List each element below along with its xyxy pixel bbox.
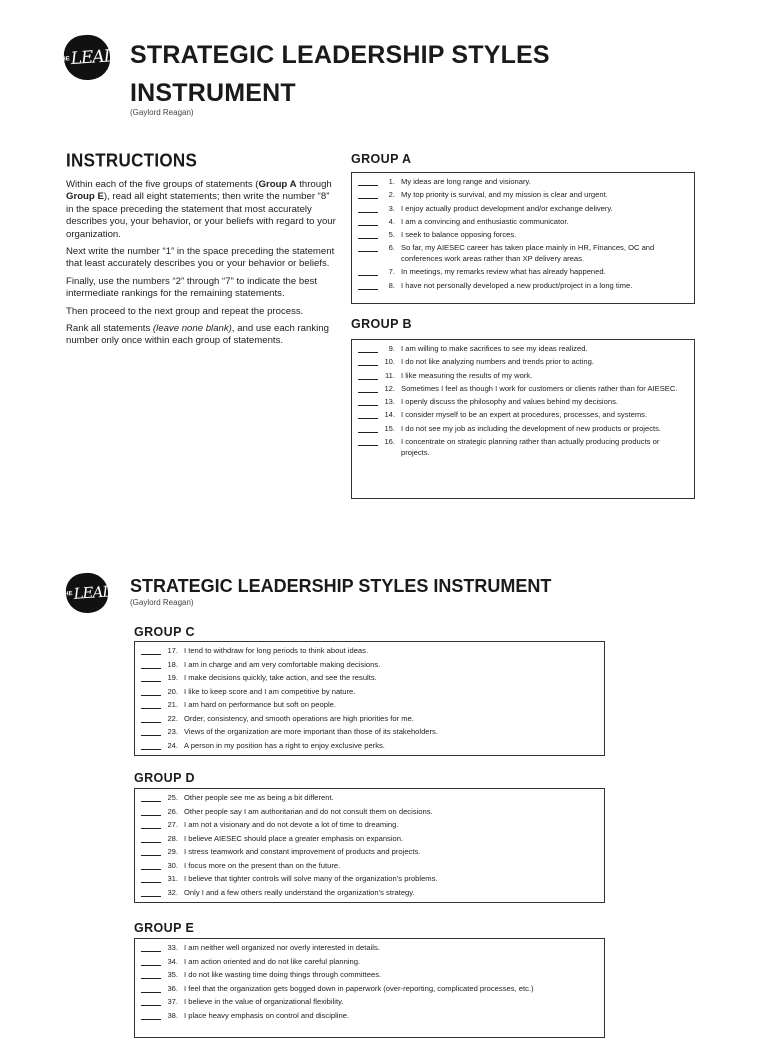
statement-text: Other people see me as being a bit different. xyxy=(184,793,334,802)
statement-number: 12. xyxy=(384,383,395,393)
statement-row xyxy=(141,807,598,818)
instructions-body xyxy=(66,179,336,353)
rank-blank-field[interactable] xyxy=(141,957,161,966)
rank-blank-field[interactable] xyxy=(358,204,378,213)
rank-blank-field[interactable] xyxy=(141,970,161,979)
statement-row xyxy=(141,888,598,899)
author-credit: (Gaylord Reagan) xyxy=(130,598,194,607)
group-e-box xyxy=(134,938,605,1038)
statement-number: 16. xyxy=(384,437,395,447)
statement-number: 8. xyxy=(388,280,395,290)
statement-number: 29. xyxy=(167,847,178,856)
rank-blank-field[interactable] xyxy=(141,807,161,816)
statement-number: 24. xyxy=(167,740,178,750)
group-d-box xyxy=(134,788,605,903)
statement-text: I like to keep score and I am competitive by nature. xyxy=(184,686,356,696)
statement-row xyxy=(141,714,598,725)
statement-row xyxy=(141,847,598,858)
logo-lead-text: LEAD xyxy=(73,582,114,603)
statement-row xyxy=(141,861,598,872)
rank-blank-field[interactable] xyxy=(358,371,378,380)
rank-blank-field[interactable] xyxy=(358,357,378,366)
statement-row xyxy=(358,357,688,368)
statement-row xyxy=(358,281,688,292)
statement-row xyxy=(358,437,688,458)
statement-number: 33. xyxy=(167,943,178,952)
statement-row xyxy=(358,371,688,382)
rank-blank-field[interactable] xyxy=(141,700,161,709)
statement-text: I make decisions quickly, take action, and see the results. xyxy=(184,673,377,682)
group-e-heading: GROUP E xyxy=(134,921,195,935)
rank-blank-field[interactable] xyxy=(141,997,161,1006)
statement-number: 34. xyxy=(167,956,178,966)
statement-row xyxy=(141,984,598,995)
statement-number: 15. xyxy=(384,423,395,433)
statement-text: I am a convincing and enthusiastic communicator. xyxy=(401,216,569,226)
statement-number: 1. xyxy=(388,177,395,186)
statement-text: I am neither well organized nor overly interested in details. xyxy=(184,943,380,952)
statement-number: 38. xyxy=(167,1010,178,1020)
rank-blank-field[interactable] xyxy=(358,437,378,446)
statement-row xyxy=(141,673,598,684)
rank-blank-field[interactable] xyxy=(141,660,161,669)
rank-blank-field[interactable] xyxy=(358,230,378,239)
statement-row xyxy=(141,660,598,671)
rank-blank-field[interactable] xyxy=(141,888,161,897)
rank-blank-field[interactable] xyxy=(358,410,378,419)
rank-blank-field[interactable] xyxy=(358,384,378,393)
statement-row xyxy=(141,741,598,752)
rank-blank-field[interactable] xyxy=(141,984,161,993)
statement-row xyxy=(358,410,688,421)
statement-row xyxy=(141,834,598,845)
statement-row xyxy=(141,874,598,885)
group-d-heading: GROUP D xyxy=(134,771,195,785)
statement-text: My ideas are long range and visionary. xyxy=(401,177,531,186)
statement-number: 5. xyxy=(388,230,395,240)
group-b-heading: GROUP B xyxy=(351,317,412,331)
statement-number: 18. xyxy=(167,659,178,669)
statement-number: 3. xyxy=(388,203,395,213)
statement-number: 6. xyxy=(388,243,395,253)
instructions-paragraph: Within each of the five groups of statements (Group A through Group E), read all eight statements; then write the number “8” in the space preceding the statement that most accurately describes you, your behavior, or your beliefs with regard to your organization. xyxy=(66,179,336,240)
statement-row xyxy=(358,243,688,264)
statement-text: I believe AIESEC should place a greater emphasis on expansion. xyxy=(184,833,404,843)
statement-row xyxy=(358,267,688,278)
statement-row xyxy=(141,646,598,657)
instructions-paragraph: Then proceed to the next group and repeat the process. xyxy=(66,305,304,317)
statement-text: I do not see my job as including the development of new products or projects. xyxy=(401,423,662,433)
instructions-paragraph: Finally, use the numbers “2” through “7” to indicate the best intermediate rankings for the remaining statements. xyxy=(66,275,317,300)
logo-the-text: THE xyxy=(60,591,73,598)
rank-blank-field[interactable] xyxy=(141,874,161,883)
statement-row xyxy=(358,177,688,188)
statement-row xyxy=(141,1011,598,1022)
rank-blank-field[interactable] xyxy=(141,646,161,655)
statement-text: A person in my position has a right to enjoy exclusive perks. xyxy=(184,740,385,750)
statement-text: Sometimes I feel as though I work for customers or clients rather than for AIESEC. xyxy=(401,383,678,393)
statement-text: I concentrate on strategic planning rather than actually producing products or projects. xyxy=(401,437,660,457)
rank-blank-field[interactable] xyxy=(141,847,161,856)
statement-row xyxy=(141,997,598,1008)
rank-blank-field[interactable] xyxy=(358,267,378,276)
logo-lead-text: LEAD xyxy=(70,45,117,69)
statement-row xyxy=(141,700,598,711)
logo-the-text: THE xyxy=(57,55,70,63)
page-title: STRATEGIC LEADERSHIP STYLES INSTRUMENT xyxy=(130,576,552,596)
rank-blank-field[interactable] xyxy=(141,820,161,829)
statement-number: 37. xyxy=(167,997,178,1006)
statement-number: 10. xyxy=(384,357,395,367)
statement-row xyxy=(358,190,688,201)
statement-number: 35. xyxy=(167,970,178,979)
statement-number: 7. xyxy=(388,267,395,277)
statement-number: 28. xyxy=(167,833,178,843)
statement-number: 19. xyxy=(167,673,178,682)
statement-text: I am action oriented and do not like careful planning. xyxy=(184,956,361,966)
statement-row xyxy=(358,384,688,395)
statement-number: 26. xyxy=(167,806,178,816)
statement-text: I consider myself to be an expert at procedures, processes, and systems. xyxy=(401,410,648,420)
statement-text: I openly discuss the philosophy and values behind my decisions. xyxy=(401,397,618,407)
rank-blank-field[interactable] xyxy=(358,217,378,226)
statement-row xyxy=(141,943,598,954)
statement-number: 14. xyxy=(384,410,395,420)
rank-blank-field[interactable] xyxy=(358,243,378,252)
rank-blank-field[interactable] xyxy=(141,727,161,736)
rank-blank-field[interactable] xyxy=(141,741,161,750)
statement-text: Order, consistency, and smooth operations are high priorities for me. xyxy=(184,713,414,723)
statement-text: I believe in the value of organizational flexibility. xyxy=(184,997,344,1006)
statement-text: I believe that tighter controls will solve many of the organization’s problems. xyxy=(184,874,438,883)
statement-number: 13. xyxy=(384,397,395,407)
rank-blank-field[interactable] xyxy=(141,687,161,696)
group-b-box xyxy=(351,339,695,499)
statement-number: 32. xyxy=(167,887,178,897)
author-credit: (Gaylord Reagan) xyxy=(130,108,194,117)
statement-row xyxy=(358,230,688,241)
statement-text: I focus more on the present than on the future. xyxy=(184,860,341,870)
instructions-paragraph: Next write the number “1” in the space preceding the statement that least accurately describes you or your behavior or beliefs. xyxy=(66,246,335,270)
statement-text: I have not personally developed a new product/project in a long time. xyxy=(401,280,633,290)
statement-text: I enjoy actually product development and/or exchange delivery. xyxy=(401,203,613,213)
rank-blank-field[interactable] xyxy=(358,190,378,199)
statement-row xyxy=(358,397,688,408)
statement-text: My top priority is survival, and my mission is clear and urgent. xyxy=(401,190,608,200)
group-c-box xyxy=(134,641,605,756)
statement-text: I am not a visionary and do not devote a lot of time to dreaming. xyxy=(184,820,399,829)
statement-number: 20. xyxy=(167,686,178,696)
statement-number: 4. xyxy=(388,216,395,226)
statement-row xyxy=(358,344,688,355)
the-lead-logo xyxy=(57,33,117,81)
statement-text: I place heavy emphasis on control and discipline. xyxy=(184,1010,350,1020)
group-a-heading: GROUP A xyxy=(351,152,412,166)
statement-number: 22. xyxy=(167,713,178,723)
statement-text: I am hard on performance but soft on people. xyxy=(184,700,336,709)
statement-row xyxy=(141,820,598,831)
rank-blank-field[interactable] xyxy=(141,861,161,870)
statement-number: 36. xyxy=(167,983,178,993)
statement-text: I am in charge and am very comfortable making decisions. xyxy=(184,659,381,669)
statement-text: I like measuring the results of my work. xyxy=(401,370,533,380)
rank-blank-field[interactable] xyxy=(358,344,378,353)
statement-number: 11. xyxy=(385,370,395,380)
rank-blank-field[interactable] xyxy=(358,281,378,290)
the-lead-logo xyxy=(60,572,114,615)
statement-number: 27. xyxy=(167,820,178,829)
statement-text: I do not like wasting time doing things through committees. xyxy=(184,970,382,979)
instructions-heading: INSTRUCTIONS xyxy=(66,150,198,171)
statement-row xyxy=(141,970,598,981)
statement-row xyxy=(358,424,688,435)
rank-blank-field[interactable] xyxy=(358,397,378,406)
statement-row xyxy=(141,793,598,804)
rank-blank-field[interactable] xyxy=(358,177,378,186)
statement-text: Only I and a few others really understand the organization’s strategy. xyxy=(184,887,415,897)
rank-blank-field[interactable] xyxy=(141,673,161,682)
page-title: STRATEGIC LEADERSHIP STYLES INSTRUMENT xyxy=(130,41,550,107)
statement-text: So far, my AIESEC career has taken place mainly in HR, Finances, OC and conferences work areas rather than XP delivery areas. xyxy=(401,243,655,263)
statement-number: 9. xyxy=(388,344,395,353)
statement-text: I do not like analyzing numbers and trends prior to acting. xyxy=(401,357,594,367)
statement-row xyxy=(141,727,598,738)
statement-row xyxy=(358,217,688,228)
statement-text: I am willing to make sacrifices to see my ideas realized. xyxy=(401,344,588,353)
statement-text: Views of the organization are more important than those of its stakeholders. xyxy=(184,727,438,736)
rank-blank-field[interactable] xyxy=(141,714,161,723)
rank-blank-field[interactable] xyxy=(358,424,378,433)
statement-number: 17. xyxy=(167,646,178,655)
rank-blank-field[interactable] xyxy=(141,1011,161,1020)
statement-number: 23. xyxy=(167,727,178,736)
statement-row xyxy=(358,204,688,215)
statement-text: I feel that the organization gets bogged down in paperwork (over-reporting, complicated processes, etc.) xyxy=(184,983,534,993)
group-c-heading: GROUP C xyxy=(134,625,195,639)
rank-blank-field[interactable] xyxy=(141,834,161,843)
statement-number: 31. xyxy=(167,874,178,883)
statement-number: 2. xyxy=(388,190,395,200)
statement-row xyxy=(141,687,598,698)
statement-number: 25. xyxy=(167,793,178,802)
statement-number: 21. xyxy=(167,700,178,709)
statement-row xyxy=(141,957,598,968)
statement-text: I tend to withdraw for long periods to think about ideas. xyxy=(184,646,369,655)
group-a-box xyxy=(351,172,695,304)
statement-text: Other people say I am authoritarian and do not consult them on decisions. xyxy=(184,806,433,816)
rank-blank-field[interactable] xyxy=(141,793,161,802)
statement-text: I seek to balance opposing forces. xyxy=(401,230,517,240)
statement-text: I stress teamwork and constant improvement of products and projects. xyxy=(184,847,421,856)
instructions-paragraph: Rank all statements (leave none blank), and use each ranking number only once within each group of statements. xyxy=(66,323,329,347)
rank-blank-field[interactable] xyxy=(141,943,161,952)
statement-number: 30. xyxy=(167,860,178,870)
statement-text: In meetings, my remarks review what has already happened. xyxy=(401,267,606,277)
